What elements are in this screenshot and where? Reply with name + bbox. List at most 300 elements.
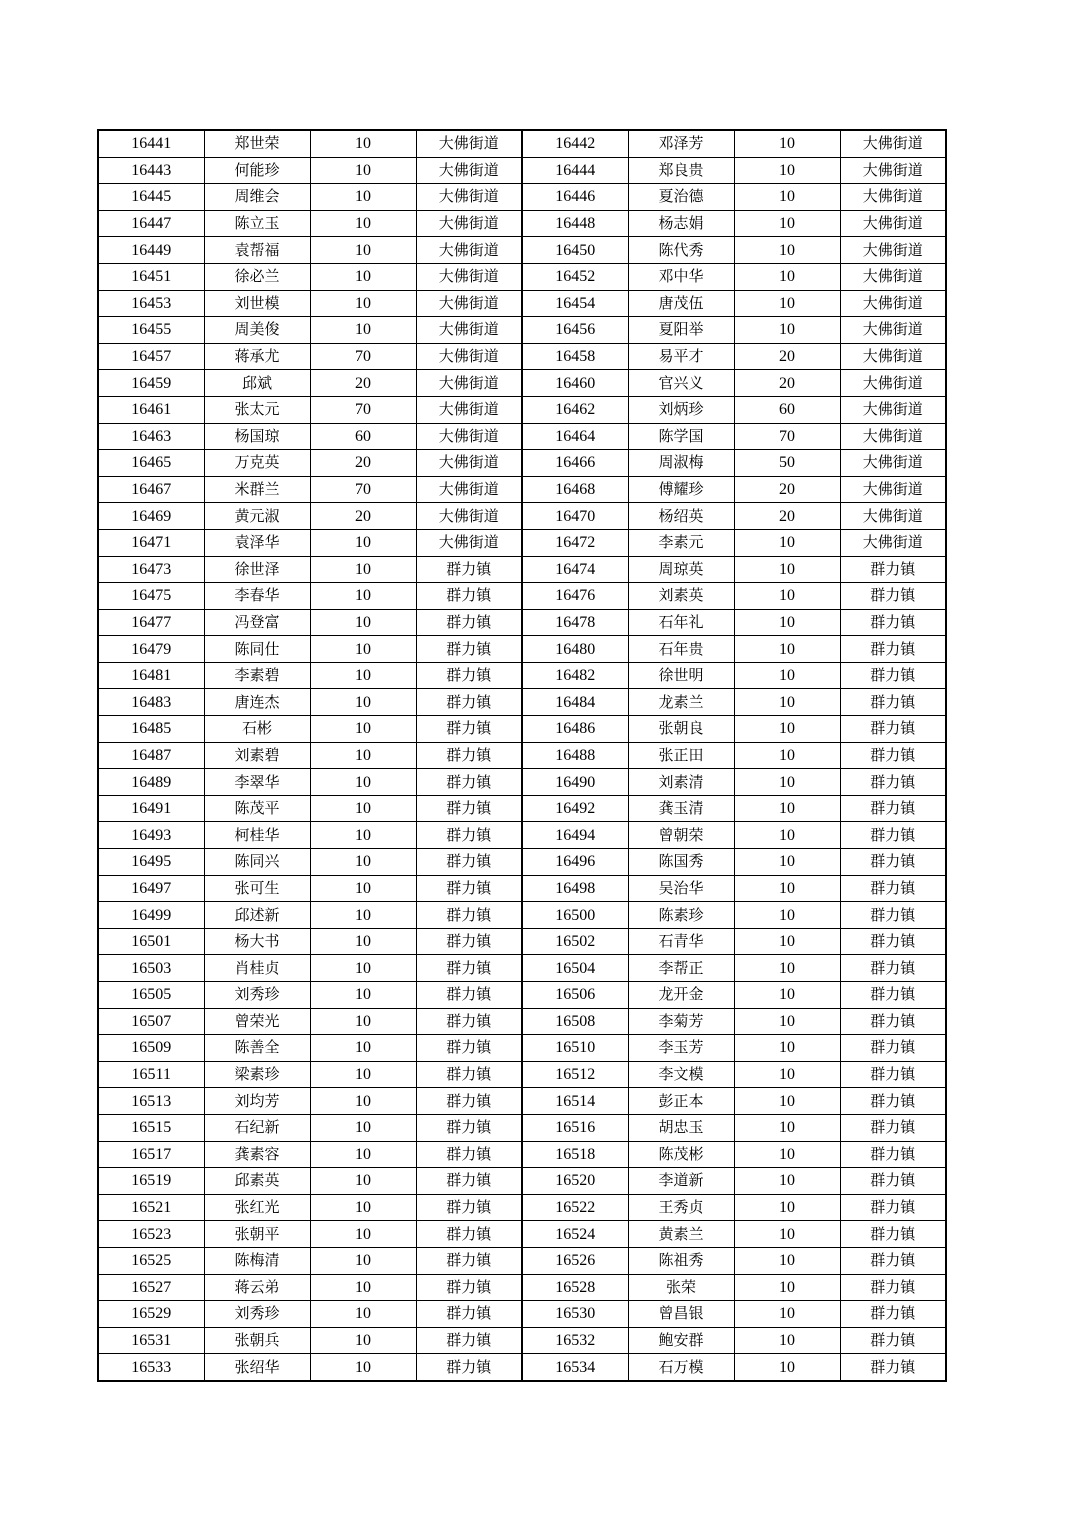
- right-amount-cell: 10: [734, 529, 840, 556]
- left-amount-cell: 10: [310, 1141, 416, 1168]
- left-area-cell: 大佛街道: [416, 237, 522, 264]
- left-amount-cell: 10: [310, 263, 416, 290]
- left-amount-cell: 10: [310, 237, 416, 264]
- left-id-cell: 16475: [98, 583, 204, 610]
- right-name-cell: 黄素兰: [628, 1221, 734, 1248]
- right-id-cell: 16466: [522, 450, 628, 477]
- right-name-cell: 彭正本: [628, 1088, 734, 1115]
- right-area-cell: 大佛街道: [840, 290, 946, 317]
- right-amount-cell: 10: [734, 1247, 840, 1274]
- table-row: [98, 1088, 946, 1115]
- left-name-cell: 邱斌: [204, 370, 310, 397]
- left-name-cell: 张红光: [204, 1194, 310, 1221]
- left-id-cell: 16447: [98, 210, 204, 237]
- left-id-cell: 16517: [98, 1141, 204, 1168]
- right-id-cell: 16504: [522, 955, 628, 982]
- right-amount-cell: 10: [734, 210, 840, 237]
- left-id-cell: 16513: [98, 1088, 204, 1115]
- table-row: [98, 1114, 946, 1141]
- left-area-cell: 群力镇: [416, 849, 522, 876]
- left-name-cell: 曾荣光: [204, 1008, 310, 1035]
- right-area-cell: 群力镇: [840, 1088, 946, 1115]
- left-amount-cell: 20: [310, 450, 416, 477]
- table-row: [98, 290, 946, 317]
- right-name-cell: 杨绍英: [628, 503, 734, 530]
- left-amount-cell: 70: [310, 476, 416, 503]
- table-row: [98, 662, 946, 689]
- right-area-cell: 大佛街道: [840, 237, 946, 264]
- right-name-cell: 鲍安群: [628, 1327, 734, 1354]
- right-area-cell: 群力镇: [840, 1247, 946, 1274]
- left-id-cell: 16461: [98, 396, 204, 423]
- left-id-cell: 16453: [98, 290, 204, 317]
- table-row: [98, 556, 946, 583]
- right-name-cell: 周淑梅: [628, 450, 734, 477]
- table-row: [98, 1061, 946, 1088]
- right-area-cell: 群力镇: [840, 689, 946, 716]
- right-id-cell: 16486: [522, 716, 628, 743]
- right-area-cell: 群力镇: [840, 1274, 946, 1301]
- right-id-cell: 16522: [522, 1194, 628, 1221]
- left-id-cell: 16443: [98, 157, 204, 184]
- left-area-cell: 大佛街道: [416, 476, 522, 503]
- right-amount-cell: 20: [734, 370, 840, 397]
- left-area-cell: 群力镇: [416, 1194, 522, 1221]
- right-id-cell: 16500: [522, 902, 628, 929]
- left-id-cell: 16499: [98, 902, 204, 929]
- right-name-cell: 龚玉清: [628, 795, 734, 822]
- table-row: [98, 1274, 946, 1301]
- right-id-cell: 16482: [522, 662, 628, 689]
- right-id-cell: 16528: [522, 1274, 628, 1301]
- right-name-cell: 王秀贞: [628, 1194, 734, 1221]
- left-id-cell: 16491: [98, 795, 204, 822]
- left-name-cell: 刘秀珍: [204, 1301, 310, 1328]
- left-id-cell: 16511: [98, 1061, 204, 1088]
- right-id-cell: 16478: [522, 609, 628, 636]
- left-name-cell: 李翠华: [204, 769, 310, 796]
- left-area-cell: 群力镇: [416, 1327, 522, 1354]
- left-id-cell: 16473: [98, 556, 204, 583]
- left-area-cell: 大佛街道: [416, 130, 522, 157]
- left-area-cell: 群力镇: [416, 689, 522, 716]
- left-area-cell: 群力镇: [416, 1088, 522, 1115]
- left-id-cell: 16471: [98, 529, 204, 556]
- table-row: [98, 902, 946, 929]
- table-row: [98, 982, 946, 1009]
- left-id-cell: 16495: [98, 849, 204, 876]
- left-area-cell: 大佛街道: [416, 450, 522, 477]
- left-name-cell: 何能珍: [204, 157, 310, 184]
- left-id-cell: 16527: [98, 1274, 204, 1301]
- left-id-cell: 16465: [98, 450, 204, 477]
- table-row: [98, 450, 946, 477]
- right-amount-cell: 10: [734, 1221, 840, 1248]
- table-row: [98, 849, 946, 876]
- left-name-cell: 李素碧: [204, 662, 310, 689]
- right-area-cell: 群力镇: [840, 1221, 946, 1248]
- right-area-cell: 群力镇: [840, 849, 946, 876]
- right-amount-cell: 10: [734, 290, 840, 317]
- left-amount-cell: 10: [310, 1221, 416, 1248]
- right-name-cell: 官兴义: [628, 370, 734, 397]
- left-amount-cell: 10: [310, 1088, 416, 1115]
- left-name-cell: 梁素珍: [204, 1061, 310, 1088]
- table-row: [98, 689, 946, 716]
- table-row: [98, 130, 946, 157]
- right-name-cell: 傅耀珍: [628, 476, 734, 503]
- right-name-cell: 周琼英: [628, 556, 734, 583]
- table-row: [98, 210, 946, 237]
- right-area-cell: 群力镇: [840, 1168, 946, 1195]
- right-name-cell: 陈素珍: [628, 902, 734, 929]
- left-amount-cell: 10: [310, 982, 416, 1009]
- left-area-cell: 大佛街道: [416, 423, 522, 450]
- right-id-cell: 16492: [522, 795, 628, 822]
- left-name-cell: 袁泽华: [204, 529, 310, 556]
- right-area-cell: 群力镇: [840, 902, 946, 929]
- left-area-cell: 群力镇: [416, 822, 522, 849]
- left-amount-cell: 10: [310, 902, 416, 929]
- right-amount-cell: 10: [734, 1008, 840, 1035]
- right-id-cell: 16512: [522, 1061, 628, 1088]
- right-id-cell: 16460: [522, 370, 628, 397]
- right-amount-cell: 10: [734, 928, 840, 955]
- right-id-cell: 16474: [522, 556, 628, 583]
- left-amount-cell: 10: [310, 662, 416, 689]
- table-row: [98, 742, 946, 769]
- right-id-cell: 16454: [522, 290, 628, 317]
- left-amount-cell: 10: [310, 849, 416, 876]
- right-amount-cell: 10: [734, 1035, 840, 1062]
- right-area-cell: 大佛街道: [840, 130, 946, 157]
- left-area-cell: 大佛街道: [416, 157, 522, 184]
- left-area-cell: 群力镇: [416, 955, 522, 982]
- right-name-cell: 李素元: [628, 529, 734, 556]
- right-name-cell: 李文模: [628, 1061, 734, 1088]
- right-id-cell: 16502: [522, 928, 628, 955]
- left-name-cell: 刘世模: [204, 290, 310, 317]
- right-area-cell: 大佛街道: [840, 317, 946, 344]
- left-amount-cell: 10: [310, 769, 416, 796]
- left-amount-cell: 20: [310, 370, 416, 397]
- table-row: [98, 875, 946, 902]
- left-id-cell: 16459: [98, 370, 204, 397]
- right-id-cell: 16484: [522, 689, 628, 716]
- left-id-cell: 16515: [98, 1114, 204, 1141]
- right-id-cell: 16496: [522, 849, 628, 876]
- left-amount-cell: 10: [310, 556, 416, 583]
- left-id-cell: 16531: [98, 1327, 204, 1354]
- left-amount-cell: 10: [310, 689, 416, 716]
- left-name-cell: 陈茂平: [204, 795, 310, 822]
- right-name-cell: 龙开金: [628, 982, 734, 1009]
- left-name-cell: 杨大书: [204, 928, 310, 955]
- left-amount-cell: 10: [310, 955, 416, 982]
- left-id-cell: 16457: [98, 343, 204, 370]
- right-area-cell: 大佛街道: [840, 476, 946, 503]
- left-amount-cell: 10: [310, 928, 416, 955]
- right-id-cell: 16456: [522, 317, 628, 344]
- right-name-cell: 陈代秀: [628, 237, 734, 264]
- left-id-cell: 16489: [98, 769, 204, 796]
- right-amount-cell: 10: [734, 1327, 840, 1354]
- right-id-cell: 16464: [522, 423, 628, 450]
- left-amount-cell: 10: [310, 184, 416, 211]
- right-amount-cell: 10: [734, 157, 840, 184]
- left-id-cell: 16441: [98, 130, 204, 157]
- left-amount-cell: 10: [310, 210, 416, 237]
- left-area-cell: 群力镇: [416, 1301, 522, 1328]
- left-name-cell: 邱述新: [204, 902, 310, 929]
- right-amount-cell: 10: [734, 1088, 840, 1115]
- left-name-cell: 郑世荣: [204, 130, 310, 157]
- left-amount-cell: 10: [310, 1035, 416, 1062]
- left-name-cell: 米群兰: [204, 476, 310, 503]
- table-row: [98, 1194, 946, 1221]
- right-area-cell: 群力镇: [840, 875, 946, 902]
- left-amount-cell: 10: [310, 1168, 416, 1195]
- left-name-cell: 徐必兰: [204, 263, 310, 290]
- table-row: [98, 1327, 946, 1354]
- table-row: [98, 769, 946, 796]
- right-amount-cell: 10: [734, 1114, 840, 1141]
- right-id-cell: 16452: [522, 263, 628, 290]
- right-name-cell: 石万模: [628, 1354, 734, 1381]
- right-area-cell: 群力镇: [840, 769, 946, 796]
- left-name-cell: 陈善全: [204, 1035, 310, 1062]
- right-id-cell: 16476: [522, 583, 628, 610]
- left-name-cell: 刘均芳: [204, 1088, 310, 1115]
- right-name-cell: 张荣: [628, 1274, 734, 1301]
- right-id-cell: 16516: [522, 1114, 628, 1141]
- table-row: [98, 1168, 946, 1195]
- right-id-cell: 16450: [522, 237, 628, 264]
- left-amount-cell: 10: [310, 317, 416, 344]
- right-area-cell: 群力镇: [840, 1035, 946, 1062]
- right-name-cell: 石年礼: [628, 609, 734, 636]
- left-area-cell: 群力镇: [416, 1141, 522, 1168]
- left-id-cell: 16519: [98, 1168, 204, 1195]
- right-name-cell: 陈学国: [628, 423, 734, 450]
- left-area-cell: 群力镇: [416, 1221, 522, 1248]
- right-name-cell: 张正田: [628, 742, 734, 769]
- right-name-cell: 刘炳珍: [628, 396, 734, 423]
- roster-table: [97, 129, 947, 1382]
- table-row: [98, 795, 946, 822]
- left-name-cell: 刘秀珍: [204, 982, 310, 1009]
- table-row: [98, 1221, 946, 1248]
- right-amount-cell: 10: [734, 1194, 840, 1221]
- right-name-cell: 夏阳举: [628, 317, 734, 344]
- right-amount-cell: 10: [734, 556, 840, 583]
- right-name-cell: 唐茂伍: [628, 290, 734, 317]
- right-id-cell: 16470: [522, 503, 628, 530]
- right-area-cell: 群力镇: [840, 1194, 946, 1221]
- left-amount-cell: 10: [310, 609, 416, 636]
- table-row: [98, 928, 946, 955]
- left-name-cell: 龚素容: [204, 1141, 310, 1168]
- left-area-cell: 大佛街道: [416, 529, 522, 556]
- right-area-cell: 群力镇: [840, 1301, 946, 1328]
- left-name-cell: 蒋承尤: [204, 343, 310, 370]
- left-amount-cell: 10: [310, 130, 416, 157]
- left-area-cell: 群力镇: [416, 1061, 522, 1088]
- table-row: [98, 1354, 946, 1381]
- left-amount-cell: 10: [310, 157, 416, 184]
- table-row: [98, 1008, 946, 1035]
- right-amount-cell: 10: [734, 849, 840, 876]
- left-amount-cell: 10: [310, 290, 416, 317]
- left-id-cell: 16481: [98, 662, 204, 689]
- right-amount-cell: 10: [734, 583, 840, 610]
- right-id-cell: 16480: [522, 636, 628, 663]
- left-name-cell: 黄元淑: [204, 503, 310, 530]
- left-name-cell: 张朝兵: [204, 1327, 310, 1354]
- left-name-cell: 柯桂华: [204, 822, 310, 849]
- right-name-cell: 曾昌银: [628, 1301, 734, 1328]
- right-amount-cell: 20: [734, 343, 840, 370]
- left-area-cell: 大佛街道: [416, 343, 522, 370]
- left-name-cell: 陈同兴: [204, 849, 310, 876]
- left-id-cell: 16485: [98, 716, 204, 743]
- right-area-cell: 群力镇: [840, 1061, 946, 1088]
- right-area-cell: 群力镇: [840, 742, 946, 769]
- right-id-cell: 16526: [522, 1247, 628, 1274]
- right-id-cell: 16508: [522, 1008, 628, 1035]
- right-area-cell: 大佛街道: [840, 450, 946, 477]
- left-name-cell: 李春华: [204, 583, 310, 610]
- left-area-cell: 群力镇: [416, 1008, 522, 1035]
- left-name-cell: 杨国琼: [204, 423, 310, 450]
- table-row: [98, 1247, 946, 1274]
- right-amount-cell: 10: [734, 130, 840, 157]
- right-area-cell: 大佛街道: [840, 370, 946, 397]
- left-id-cell: 16497: [98, 875, 204, 902]
- left-name-cell: 张太元: [204, 396, 310, 423]
- right-area-cell: 群力镇: [840, 928, 946, 955]
- left-id-cell: 16525: [98, 1247, 204, 1274]
- right-area-cell: 群力镇: [840, 795, 946, 822]
- left-amount-cell: 10: [310, 795, 416, 822]
- right-id-cell: 16510: [522, 1035, 628, 1062]
- left-area-cell: 大佛街道: [416, 290, 522, 317]
- right-id-cell: 16506: [522, 982, 628, 1009]
- table-row: [98, 609, 946, 636]
- left-name-cell: 袁帮福: [204, 237, 310, 264]
- right-amount-cell: 10: [734, 795, 840, 822]
- table-row: [98, 157, 946, 184]
- left-area-cell: 群力镇: [416, 769, 522, 796]
- right-name-cell: 夏治德: [628, 184, 734, 211]
- right-id-cell: 16458: [522, 343, 628, 370]
- left-amount-cell: 10: [310, 1274, 416, 1301]
- left-name-cell: 石纪新: [204, 1114, 310, 1141]
- table-row: [98, 583, 946, 610]
- left-area-cell: 群力镇: [416, 1168, 522, 1195]
- right-amount-cell: 10: [734, 742, 840, 769]
- right-area-cell: 大佛街道: [840, 210, 946, 237]
- right-amount-cell: 10: [734, 263, 840, 290]
- table-row: [98, 955, 946, 982]
- right-amount-cell: 10: [734, 769, 840, 796]
- right-amount-cell: 10: [734, 636, 840, 663]
- right-name-cell: 邓中华: [628, 263, 734, 290]
- right-name-cell: 李菊芳: [628, 1008, 734, 1035]
- left-name-cell: 万克英: [204, 450, 310, 477]
- right-name-cell: 陈茂彬: [628, 1141, 734, 1168]
- right-area-cell: 大佛街道: [840, 396, 946, 423]
- right-id-cell: 16498: [522, 875, 628, 902]
- left-id-cell: 16467: [98, 476, 204, 503]
- right-name-cell: 石年贵: [628, 636, 734, 663]
- right-id-cell: 16524: [522, 1221, 628, 1248]
- left-name-cell: 陈立玉: [204, 210, 310, 237]
- right-id-cell: 16442: [522, 130, 628, 157]
- left-area-cell: 大佛街道: [416, 263, 522, 290]
- right-id-cell: 16534: [522, 1354, 628, 1381]
- left-id-cell: 16479: [98, 636, 204, 663]
- left-name-cell: 徐世泽: [204, 556, 310, 583]
- right-id-cell: 16490: [522, 769, 628, 796]
- right-amount-cell: 10: [734, 1301, 840, 1328]
- right-area-cell: 大佛街道: [840, 529, 946, 556]
- right-area-cell: 群力镇: [840, 662, 946, 689]
- left-id-cell: 16487: [98, 742, 204, 769]
- table-row: [98, 237, 946, 264]
- left-id-cell: 16501: [98, 928, 204, 955]
- table-row: [98, 184, 946, 211]
- left-amount-cell: 70: [310, 343, 416, 370]
- right-id-cell: 16518: [522, 1141, 628, 1168]
- right-amount-cell: 10: [734, 822, 840, 849]
- left-id-cell: 16505: [98, 982, 204, 1009]
- left-area-cell: 群力镇: [416, 1354, 522, 1381]
- left-name-cell: 刘素碧: [204, 742, 310, 769]
- right-amount-cell: 10: [734, 875, 840, 902]
- table-row: [98, 343, 946, 370]
- left-id-cell: 16533: [98, 1354, 204, 1381]
- right-name-cell: 杨志娟: [628, 210, 734, 237]
- right-amount-cell: 10: [734, 237, 840, 264]
- table-row: [98, 503, 946, 530]
- left-area-cell: 群力镇: [416, 902, 522, 929]
- left-amount-cell: 10: [310, 1114, 416, 1141]
- right-id-cell: 16532: [522, 1327, 628, 1354]
- right-name-cell: 陈国秀: [628, 849, 734, 876]
- right-area-cell: 大佛街道: [840, 423, 946, 450]
- right-amount-cell: 70: [734, 423, 840, 450]
- table-row: [98, 1035, 946, 1062]
- left-amount-cell: 10: [310, 583, 416, 610]
- left-id-cell: 16483: [98, 689, 204, 716]
- table-row: [98, 263, 946, 290]
- left-id-cell: 16509: [98, 1035, 204, 1062]
- left-area-cell: 群力镇: [416, 716, 522, 743]
- right-id-cell: 16472: [522, 529, 628, 556]
- right-name-cell: 胡忠玉: [628, 1114, 734, 1141]
- right-area-cell: 大佛街道: [840, 157, 946, 184]
- left-id-cell: 16463: [98, 423, 204, 450]
- left-area-cell: 群力镇: [416, 928, 522, 955]
- right-id-cell: 16514: [522, 1088, 628, 1115]
- left-amount-cell: 10: [310, 1194, 416, 1221]
- left-amount-cell: 10: [310, 1061, 416, 1088]
- left-name-cell: 张朝平: [204, 1221, 310, 1248]
- left-id-cell: 16503: [98, 955, 204, 982]
- right-area-cell: 群力镇: [840, 982, 946, 1009]
- left-name-cell: 唐连杰: [204, 689, 310, 716]
